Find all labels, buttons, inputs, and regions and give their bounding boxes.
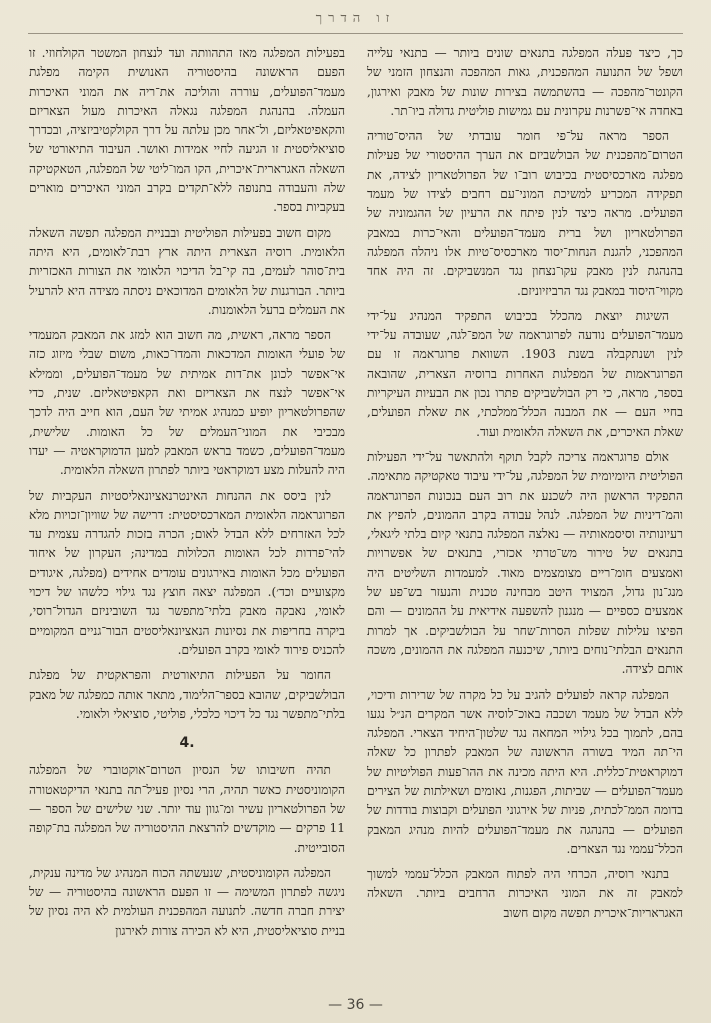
paragraph: המפלגה קראה לפועלים להגיב על כל מקרה של שרירות ודיכוי, ללא הבדל של מעמד ושכבה באוכ־לוסיה אשר המקרים הנ״ל נגעו בהם, לתמוך בכל גילויי המחאה נגד שלטון־היחיד הצארי. המפלגה הי־תה המיד בשורה הראשונה של המאבק לפתרון כל שאלה דמוקראטית־כללית. היא היתה מכינה את ההו־פעות הפוליטיות של מעמד־הפועלים — שביתות, הפגנות, נאומים ושאילתות של הצירים בדומה הממ־לכתית, פניות של אירגוני הפועלים וקבוצות בודדות של הפועלים — בהנהגה את מעמד־הפועלים להיות מנהיג המאבק הכלל־עממי נגד הצארים. xyxy=(367,687,683,856)
paragraph: השיגות יוצאת מהכלל בכיבוש התפקיד המנהיג על־ידי מעמד־הפועלים נודעה לפרוגראמה של המפ־לגה, שעובדה על־ידי לנין ושנתקבלה בשנת 1903. השוואת פרוגראמה זו עם הפרוגראמות של המפלגות האחרות ברוסיה הצארית, שהובאה בספר, מראה, כי רק הבולשביקים פתרו נכון את הבעיות העיקריות בחיי העם — את המבנה הכלל־ממלכתי, את שאלת הפועלים, שאלת האיכרים, את השאלה הלאומית ועוד. xyxy=(367,308,683,439)
paragraph: החומר על הפעילות התיאורטית והפראקטית של מפלגת הבולשביקים, שהובא בספר־הלימוד, מתאר אותה כמפלגה של מאבק בלתי־מתפשר נגד כל דיכוי כלכלי, פוליטי, סוציאלי ולאומי. xyxy=(29,668,345,721)
paragraph: הספר מראה, ראשית, מה חשוב הוא למזג את המאבק המעמדי של פועלי האומות המדכאות והמדו־כאות, משום שבלי מיזוג כזה אי־אפשר לכונן את־דות אמיתית של מעמד־הפועלים, וממילא אי־אפשר לנצח את הצאריזם ואת הקאפיטאליזם. שנית, כדי שהפרולטאריון יופיע כמנהיג אמיתי של העם, הוא חייב היה לדכך מבכיבי את המוני־העמלים של כל האומות. שלישית, מעמד־הפועלים, כשמד בראש המאבק למען הדמוקראטיה — יעדו היה להעלות מצע דמוקראטי ביותר לפתרון השאלה הלאומית. xyxy=(29,328,345,478)
paragraph: לנין ביסס את ההנחות האינטרנאציונאליסטיות העקביות של הפרוגראמה הלאומית המארכסיסטית: דרישה של שוויון־זכויות מלא לכל האזרחים ללא הבדל לאום; הכרה בזכות להגדרה עצמית עד להי־פרדות לכל האומות הכלולות במדינה; העקרון של איחוד הפועלים מכל האומות באירגונים עומדים אחידים (מפלגה, איגודים מקצועיים וכד׳). המפלגה יצאה חוצץ נגד גילוי כלשהו של דיכוי לאומי, נאבקה מאבק בלתי־מתפשר נגד השוביניזם הגדול־רוסי, ביקרה בחריפות את נסיונות הנאציונאליסטים הבור־גניים המקומיים להכניס פירוד לאומי בקרב הפועלים. xyxy=(29,488,345,657)
paragraph: בתנאי רוסיה, הכרחי היה לפתוח המאבק הכלל־עממי למשוך למאבק זה את המוני האיכרות הרחבים ביותר. השאלה האגראריות־איכרית תפשה מקום חשוב xyxy=(367,867,683,920)
paragraph: כך, כיצד פעלה המפלגה בתנאים שונים ביותר — בתנאי עלייה ושפל של התנועה המהפכנית, גאות המהפכה והנצחון הזמני של הקונטר־מהפכה — בהשתמשה בצירות שונות של מאבק ואירגון, באחדה אי־פשרנות עקרונית עם גמישות פוליטית גדולה ביו־תר. xyxy=(367,46,683,118)
paragraph: מקום חשוב בפעילות הפוליטית ובבניית המפלגה תפשה השאלה הלאומית. רוסיה הצארית היתה ארץ רבת־לאומים, היא היתה בית־סוהר לעמים, בה קי־בל הדיכוי הלאומי את הצורות האכזריות ביותר. הבורגנות של הלאומים המדוכאים ניסתה מצידה היא להרעיל את העמלים ברעל הלאומנות. xyxy=(29,225,345,317)
paragraph: אולם פרוגראמה צריכה לקבל תוקף ולהתאשר על־ידי הפעילות הפוליטית היומיומית של המפלגה, על־ידי עיבוד טאקטיקה מתאימה. התפקיד הראשון היה לשכנע את רוב העם בנכונות הפרוגראמה והמ־דיניות של המפלגה. לנהל עבודה בקרב ההמונים, להפיץ את רעיונותיה וסיסמאותיה — נאלצה המפלגה בתנאי קיום בלתי ליגאלי, בתנאים של טירור מש־טרתי אכזרי, בתנאים של אפשרויות ואמצעים חומ־ריים מצומצמים מאוד. למעמדות השליטים היה מנג־נון גדול, המצויד היטב מבחינה טכנית והנעזר בש־פע של אמצעים כספיים — מנגנון להשפעה אידיאית על ההמונים — והם הפיצו עלילות שפלות הסרות־שחר על הבולשביקים. אך למרות התנאים הבלתי־נוחים ביותר, שיכנעה המפלגה את ההמונים, משכה אותם לצידה. xyxy=(367,449,683,677)
right-column xyxy=(367,44,683,964)
paragraph: המפלגה הקומוניסטית, שנעשתה הכוח המנהיג של מדינה ענקית, ניגשה לפתרון המשימה — זו הפעם הראשונה בהיסטוריה — של יצירת חברה חדשה. לתנועה המהפכנית העולמית לא היה נסיון של בניית סוציאליסטית, היא לא הכירה צורות לאירגון xyxy=(29,865,345,938)
paragraph: הספר מראה על־פי חומר עובדתי של ההיס־טוריה הטרום־מהפכנית של הבולשביזם את הערך ההיסטורי של פעילות מפלגה מארכסיסטית בכיבוש רוב־ו של הפרולטאריון לצידה, את תפקידה המכריע למשיכת המוני־עם רחבים לצידו של מעמד הפועלים. מראה כיצד לנין פיתח את הרעיון של ההגמוניה של הפרולטאריון ושל ברית מעמד־הפועלים והאי־כרות במאבק המהפכני, להגנת הנחות־יסוד מארכסיס־טיות אלו ניהלה המפלגה בהנהגת לנין מאבק עקו־נצחון נגד המנשביקים. זה היה אחד מקווי־היסוד במאבק נגד הרביזיוניזם. xyxy=(367,129,683,298)
running-head: זו הדרך xyxy=(315,11,396,26)
section-number: .4 xyxy=(179,735,195,752)
paragraph: בפעילות המפלגה מאז התהוותה ועד לנצחון המשטר הקולחוזי. זו הפעם הראשונה בהיסטוריה האנושית הקימה מפלגת מעמד־הפועלים, עוררה והוליכה את־ריה את המוני האיכרות העמלה. בהנהגת המפלגה נגאלה האיכרות מעול הצאריזם והקאפיטאליזם, ול־אחר מכן עלתה על דרך הקולקטיביזציה, ובכדרך סוציאליסטית זו הגיעה לחיי אמידות ואושר. העיבוד התיאורטי של השאלה האגרארית־איכרית, הקו המו־ליטי של המפלגה, הטאקטיקה שלה והעבודה בתנופה ללא־תקדים בקרב המוני האיכרים מוארים בעקביות בספר. xyxy=(29,46,345,215)
header-rule xyxy=(28,33,683,34)
left-column xyxy=(29,44,345,964)
paragraph: תהיה חשיבותו של הנסיון הטרום־אוקטוברי של המפלגה הקומוניסטית כאשר תהיה, הרי נסיון פעיל־תה בתנאי הדיקטאטורה של הפרולטאריון עשיר ומ־גוון עוד יותר. שני שלישים של הספר — 11 פרקים — מוקדשים להרצאת ההיסטוריה של המפלגה בת־קופה הסובייטית. xyxy=(29,763,345,855)
text-columns xyxy=(28,44,683,964)
page-number: — 36 — xyxy=(328,997,383,1013)
